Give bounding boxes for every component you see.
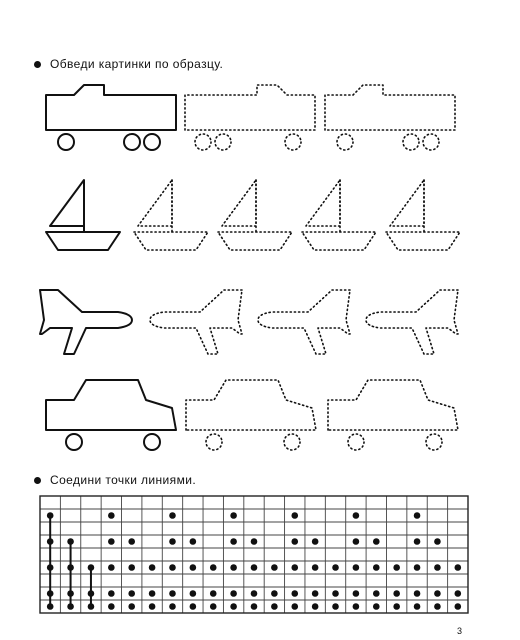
grid-dot — [434, 603, 441, 610]
boat-trace-1 — [134, 180, 208, 250]
airplane-trace-2 — [258, 290, 350, 354]
boat-trace-2 — [218, 180, 292, 250]
grid-dot — [88, 603, 95, 610]
grid-dot — [291, 603, 298, 610]
grid-dot — [108, 538, 115, 545]
grid-dot — [190, 603, 197, 610]
grid-dot — [312, 590, 319, 597]
grid-dot — [108, 564, 115, 571]
grid-dot — [332, 564, 339, 571]
grid-dot — [47, 590, 54, 597]
grid-dot — [393, 590, 400, 597]
grid-dot — [67, 603, 74, 610]
grid-dot — [88, 590, 95, 597]
grid-dot — [108, 512, 115, 519]
grid-dot — [455, 590, 462, 597]
truck-trace-2 — [325, 85, 455, 150]
grid-dot — [190, 590, 197, 597]
grid-dot — [271, 603, 278, 610]
grid-dot — [455, 603, 462, 610]
grid-dot — [455, 564, 462, 571]
airplane-trace-3 — [366, 290, 458, 354]
grid-dot — [47, 538, 54, 545]
grid-dot — [108, 603, 115, 610]
grid-dot — [414, 564, 421, 571]
grid-dot — [67, 564, 74, 571]
grid-dot — [251, 564, 258, 571]
grid-dot — [169, 538, 176, 545]
grid-dot — [332, 603, 339, 610]
grid-dot — [373, 538, 380, 545]
grid-dot — [251, 538, 258, 545]
grid-dot — [210, 603, 217, 610]
grid-dot — [88, 564, 95, 571]
grid-dot — [230, 590, 237, 597]
grid-dot — [353, 590, 360, 597]
grid-dot — [128, 564, 135, 571]
grid-dot — [169, 564, 176, 571]
grid-dot — [434, 564, 441, 571]
grid-dot — [271, 564, 278, 571]
grid-dot — [47, 564, 54, 571]
grid-dot — [128, 590, 135, 597]
grid-dot — [149, 564, 156, 571]
grid-dot — [312, 538, 319, 545]
connect-instruction-text: Соедини точки линиями. — [50, 473, 197, 487]
grid-dot — [271, 590, 278, 597]
grid-dot — [169, 603, 176, 610]
grid-dot — [67, 538, 74, 545]
grid-dot — [353, 564, 360, 571]
boat-sample — [46, 180, 120, 250]
grid-dot — [47, 603, 54, 610]
grid-dot — [47, 512, 54, 519]
grid-dot — [393, 603, 400, 610]
car-trace-2 — [328, 380, 458, 450]
grid-dot — [332, 590, 339, 597]
grid-dot — [169, 512, 176, 519]
grid-dot — [373, 603, 380, 610]
grid-dot — [67, 590, 74, 597]
grid-dot — [230, 512, 237, 519]
grid-dot — [353, 603, 360, 610]
grid-dot — [414, 590, 421, 597]
grid-dot — [190, 564, 197, 571]
grid-dot — [230, 538, 237, 545]
grid-dot — [291, 590, 298, 597]
grid-dot — [434, 590, 441, 597]
grid-dot — [128, 603, 135, 610]
boat-trace-4 — [386, 180, 460, 250]
car-sample — [46, 380, 176, 450]
grid-dot — [353, 512, 360, 519]
grid-dot — [210, 590, 217, 597]
grid-dot — [251, 590, 258, 597]
grid-dot — [149, 590, 156, 597]
grid-dot — [291, 538, 298, 545]
grid-dot — [373, 564, 380, 571]
grid-dot — [353, 538, 360, 545]
truck-trace-1 — [185, 85, 315, 150]
grid-dot — [128, 538, 135, 545]
airplane-trace-1 — [150, 290, 242, 354]
grid-dot — [291, 564, 298, 571]
grid-dot — [393, 564, 400, 571]
car-trace-1 — [186, 380, 316, 450]
trace-instruction-text: Обведи картинки по образцу. — [50, 57, 224, 71]
grid-dot — [312, 564, 319, 571]
truck-sample — [46, 85, 176, 150]
grid-dot — [434, 538, 441, 545]
page-number: 3 — [456, 626, 462, 636]
grid-dot — [414, 603, 421, 610]
grid-dot — [169, 590, 176, 597]
grid-dot — [230, 603, 237, 610]
grid-dot — [190, 538, 197, 545]
grid-dot — [291, 512, 298, 519]
grid-dot — [414, 512, 421, 519]
boat-trace-3 — [302, 180, 376, 250]
grid-dot — [108, 590, 115, 597]
grid-dot — [373, 590, 380, 597]
grid-dot — [210, 564, 217, 571]
grid-dot — [312, 603, 319, 610]
grid-dot — [251, 603, 258, 610]
airplane-sample — [40, 290, 132, 354]
grid-dot — [149, 603, 156, 610]
grid-dot — [230, 564, 237, 571]
grid-dot — [414, 538, 421, 545]
